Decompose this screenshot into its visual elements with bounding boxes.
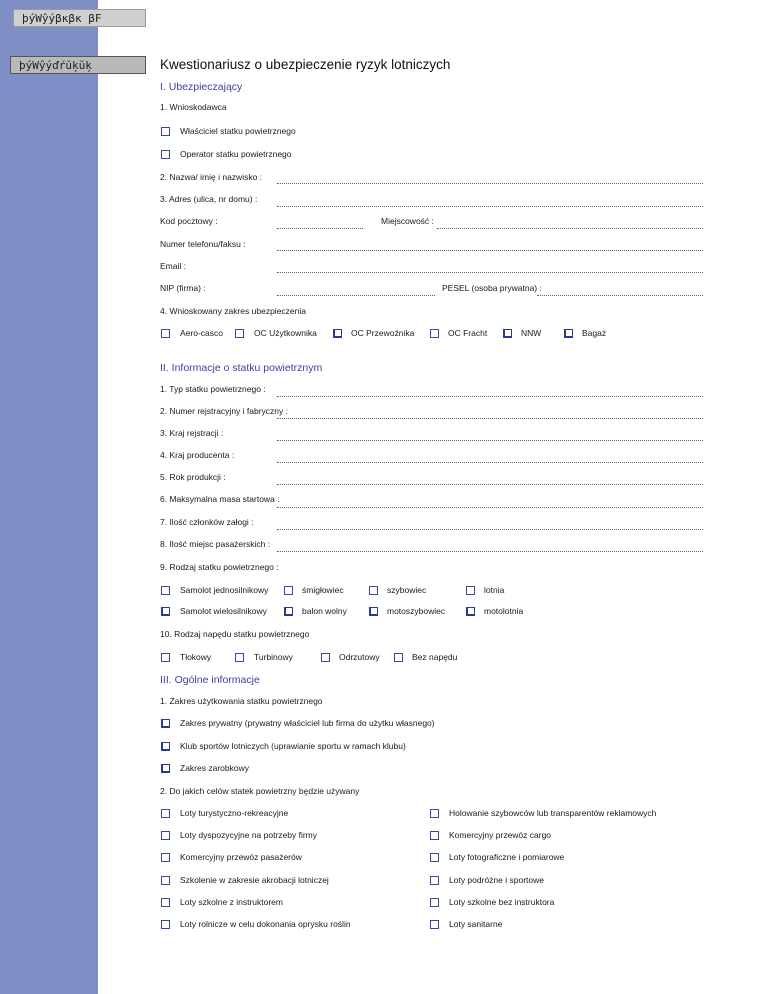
option-label: motoszybowiec: [387, 606, 446, 616]
checkbox-single-engine[interactable]: [161, 586, 170, 595]
option-label: Bez napędu: [412, 652, 458, 662]
checkbox-purpose-right-3[interactable]: [430, 853, 439, 862]
applicant-heading: 1. Wnioskodawca: [160, 102, 227, 112]
passenger-seats-field[interactable]: [277, 551, 703, 552]
option-label: motolotnia: [484, 606, 524, 616]
option-label: Holowanie szybowców lub transparentów reklamowych: [449, 808, 657, 818]
question-label: 7. Ilość członków załogi :: [160, 517, 254, 527]
field-label-postcode: Kod pocztowy :: [160, 216, 218, 226]
checkbox-multi-engine[interactable]: [161, 607, 170, 616]
drive-heading: 10. Rodzaj napędu statku powietrznego: [160, 629, 310, 639]
option-label: Zakres zarobkowy: [180, 763, 249, 773]
option-label: Klub sportów lotniczych (uprawianie sportu w ramach klubu): [180, 741, 406, 751]
option-label: lotnia: [484, 585, 505, 595]
checkbox-operator[interactable]: [161, 150, 170, 159]
mtow-field[interactable]: [277, 507, 703, 508]
option-label: szybowiec: [387, 585, 427, 595]
option-label: Loty fotograficzne i pomiarowe: [449, 852, 565, 862]
checkbox-purpose-right-5[interactable]: [430, 898, 439, 907]
option-label: Operator statku powietrznego: [180, 149, 292, 159]
question-label: 4. Kraj producenta :: [160, 450, 235, 460]
option-label: śmigłowiec: [302, 585, 344, 595]
checkbox-commercial-use[interactable]: [161, 764, 170, 773]
section-heading-general: III. Ogólne informacje: [160, 674, 260, 686]
checkbox-aero-casco[interactable]: [161, 329, 170, 338]
option-label: Komercyjny przewóz pasażerów: [180, 852, 302, 862]
field-label-pesel: PESEL (osoba prywatna) :: [442, 283, 542, 293]
production-year-field[interactable]: [277, 484, 703, 485]
checkbox-purpose-left-3[interactable]: [161, 853, 170, 862]
sidebar-tag-section: þýWŷýďŕŭķŭķ: [10, 56, 146, 74]
option-label: Aero-casco: [180, 328, 223, 338]
field-label-name: 2. Nazwa/ imię i nazwisko :: [160, 172, 263, 182]
option-label: Bagaż: [582, 328, 607, 338]
option-label: Loty podróżne i sportowe: [449, 875, 544, 885]
field-label-phone: Numer telefonu/faksu :: [160, 239, 246, 249]
question-label: 2. Numer rejstracyjny i fabryczny :: [160, 406, 289, 416]
registration-field[interactable]: [277, 418, 703, 419]
field-label-city: Miejscowość :: [381, 216, 434, 226]
option-label: Odrzutowy: [339, 652, 380, 662]
question-label: 5. Rok produkcji :: [160, 472, 226, 482]
section-heading-insured: I. Ubezpieczający: [160, 81, 243, 93]
question-label: 8. Ilość miejsc pasażerskich :: [160, 539, 271, 549]
section-heading-aircraft: II. Informacje o statku powietrznym: [160, 362, 323, 374]
crew-count-field[interactable]: [277, 529, 703, 530]
checkbox-helicopter[interactable]: [284, 586, 293, 595]
checkbox-private-use[interactable]: [161, 719, 170, 728]
option-label: Zakres prywatny (prywatny właściciel lub firma do użytku własnego): [180, 718, 435, 728]
option-label: Loty szkolne bez instruktora: [449, 897, 555, 907]
city-field[interactable]: [437, 228, 703, 229]
registration-country-field[interactable]: [277, 440, 703, 441]
sidebar-band: [0, 0, 98, 994]
option-label: NNW: [521, 328, 542, 338]
checkbox-baggage[interactable]: [564, 329, 573, 338]
checkbox-motor-glider[interactable]: [369, 607, 378, 616]
phone-field[interactable]: [277, 250, 703, 251]
option-label: Turbinowy: [254, 652, 293, 662]
option-label: Samolot jednosilnikowy: [180, 585, 269, 595]
aircraft-type-field[interactable]: [277, 396, 703, 397]
checkbox-trike[interactable]: [466, 607, 475, 616]
question-label: 3. Kraj rejstracji :: [160, 428, 224, 438]
checkbox-purpose-right-1[interactable]: [430, 809, 439, 818]
option-label: Loty szkolne z instruktorem: [180, 897, 283, 907]
aircraft-kind-heading: 9. Rodzaj statku powietrznego :: [160, 562, 279, 572]
checkbox-balloon[interactable]: [284, 607, 293, 616]
option-label: Loty sanitarne: [449, 919, 503, 929]
question-label: 6. Maksymalna masa startowa :: [160, 494, 280, 504]
pesel-field[interactable]: [537, 295, 703, 296]
checkbox-purpose-left-1[interactable]: [161, 809, 170, 818]
option-label: Loty dyspozycyjne na potrzeby firmy: [180, 830, 318, 840]
checkbox-oc-user[interactable]: [235, 329, 244, 338]
page-title: Kwestionariusz o ubezpieczenie ryzyk lotniczych: [160, 57, 451, 72]
purpose-heading: 2. Do jakich celów statek powietrzny będzie używany: [160, 786, 360, 796]
checkbox-purpose-right-4[interactable]: [430, 876, 439, 885]
option-label: Właściciel statku powietrznego: [180, 126, 296, 136]
postcode-field[interactable]: [277, 228, 363, 229]
option-label: Loty turystyczno-rekreacyjne: [180, 808, 289, 818]
option-label: OC Fracht: [448, 328, 488, 338]
address-field[interactable]: [277, 206, 703, 207]
field-label-nip: NIP (firma) :: [160, 283, 206, 293]
option-label: OC Użytkownika: [254, 328, 317, 338]
question-label: 1. Typ statku powietrznego :: [160, 384, 266, 394]
checkbox-purpose-left-4[interactable]: [161, 876, 170, 885]
checkbox-owner[interactable]: [161, 127, 170, 136]
checkbox-piston[interactable]: [161, 653, 170, 662]
option-label: Komercyjny przewóz cargo: [449, 830, 552, 840]
manufacturer-country-field[interactable]: [277, 462, 703, 463]
option-label: Samolot wielosilnikowy: [180, 606, 267, 616]
scope-heading: 4. Wnioskowany zakres ubezpieczenia: [160, 306, 306, 316]
checkbox-oc-freight[interactable]: [430, 329, 439, 338]
name-field[interactable]: [277, 183, 703, 184]
checkbox-hang-glider[interactable]: [466, 586, 475, 595]
field-label-email: Email :: [160, 261, 186, 271]
checkbox-jet[interactable]: [321, 653, 330, 662]
checkbox-nnw[interactable]: [503, 329, 512, 338]
checkbox-club-use[interactable]: [161, 742, 170, 751]
checkbox-glider[interactable]: [369, 586, 378, 595]
usage-heading: 1. Zakres użytkowania statku powietrznego: [160, 696, 323, 706]
email-field[interactable]: [277, 272, 703, 273]
field-label-address: 3. Adres (ulica, nr domu) :: [160, 194, 258, 204]
sidebar-tag-top: þýWŷýβĸβĸ βF: [13, 9, 146, 27]
nip-field[interactable]: [277, 295, 435, 296]
checkbox-turbine[interactable]: [235, 653, 244, 662]
checkbox-purpose-left-5[interactable]: [161, 898, 170, 907]
checkbox-no-engine[interactable]: [394, 653, 403, 662]
option-label: Tłokowy: [180, 652, 212, 662]
checkbox-purpose-right-6[interactable]: [430, 920, 439, 929]
checkbox-purpose-right-2[interactable]: [430, 831, 439, 840]
option-label: Loty rolnicze w celu dokonania oprysku roślin: [180, 919, 351, 929]
option-label: OC Przewoźnika: [351, 328, 415, 338]
option-label: balon wolny: [302, 606, 347, 616]
option-label: Szkolenie w zakresie akrobacji lotniczej: [180, 875, 329, 885]
checkbox-purpose-left-2[interactable]: [161, 831, 170, 840]
checkbox-oc-carrier[interactable]: [333, 329, 342, 338]
checkbox-purpose-left-6[interactable]: [161, 920, 170, 929]
